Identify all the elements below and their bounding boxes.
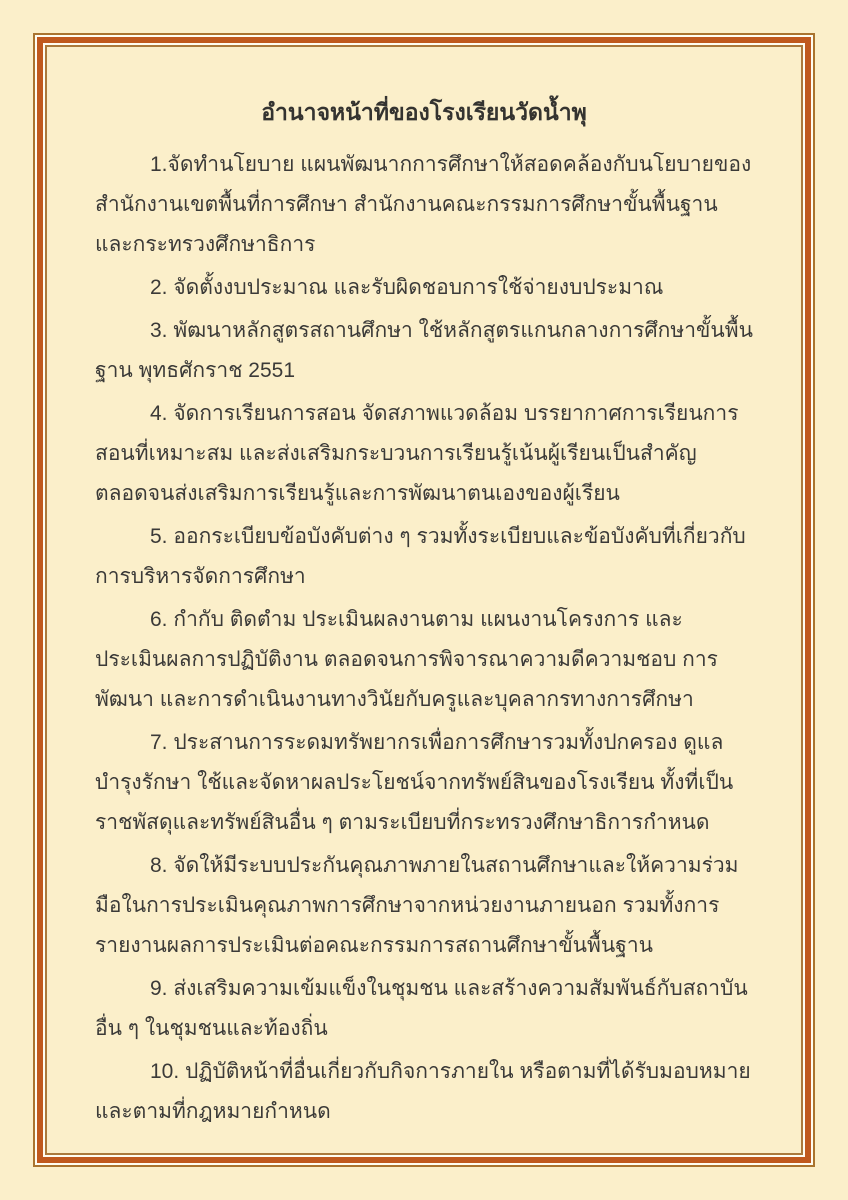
paragraph-item-8: 8. จัดให้มีระบบประกันคุณภาพภายในสถานศึกษาและให้ความร่วมมือในการประเมินคุณภาพการศึกษาจากหน่วยงานภายนอก รวมทั้งการรายงานผลการประเมินต่อคณะกรรมการสถานศึกษาขั้นพื้นฐาน [95, 854, 739, 957]
document-body [47, 47, 801, 1153]
page-title: อำนาจหน้าที่ของโรงเรียนวัดน้ำพุ [261, 99, 587, 125]
decorative-border-frame [33, 33, 815, 1167]
paragraph-item-2: 2. จัดตั้งงบประมาณ และรับผิดชอบการใช้จ่ายงบประมาณ [150, 276, 664, 299]
paragraph-item-5: 5. ออกระเบียบข้อบังคับต่าง ๆ รวมทั้งระเบียบและข้อบังคับที่เกี่ยวกับการบริหารจัดการศึกษา [95, 525, 746, 588]
paragraph-item-4: 4. จัดการเรียนการสอน จัดสภาพแวดล้อม บรรยากาศการเรียนการสอนที่เหมาะสม และส่งเสริมกระบวนการเรียนรู้เน้นผู้เรียนเป็นสำคัญ ตลอดจนส่งเสริมการเรียนรู้และการพัฒนาตนเองของผู้เรียน [95, 402, 739, 505]
paragraph-item-10: 10. ปฏิบัติหน้าที่อื่นเกี่ยวกับกิจการภายใน หรือตามที่ได้รับมอบหมายและตามที่กฎหมายกำหนด [95, 1060, 751, 1123]
paragraph-item-1: 1.จัดทำนโยบาย แผนพัฒนากการศึกษาให้สอดคล้องกับนโยบายของสำนักงานเขตพื้นที่การศึกษา สำนักงานคณะกรรมการศึกษาขั้นพื้นฐาน และกระทรวงศึกษาธิการ [95, 153, 752, 256]
paragraph-item-7: 7. ประสานการระดมทรัพยากรเพื่อการศึกษารวมทั้งปกครอง ดูแลบำรุงรักษา ใช้และจัดหาผลประโยชน์จากทรัพย์สินของโรงเรียน ทั้งที่เป็นราชพัสดุและทรัพย์สินอื่น ๆ ตามระเบียบที่กระทรวงศึกษาธิการกำหนด [95, 731, 734, 834]
paragraph-item-3: 3. พัฒนาหลักสูตรสถานศึกษา ใช้หลักสูตรแกนกลางการศึกษาขั้นพื้นฐาน พุทธศักราช 2551 [95, 319, 753, 382]
paragraph-item-6: 6. กำกับ ติดตำม ประเมินผลงานตาม แผนงานโครงการ และประเมินผลการปฏิบัติงาน ตลอดจนการพิจารณาความดีความชอบ การพัฒนา และการดำเนินงานทางวินัยกับครูและบุคลากรทางการศึกษา [95, 608, 718, 711]
decorative-border-inner-line [45, 45, 803, 1155]
decorative-border-main-line [37, 37, 811, 1163]
paragraph-item-9: 9. ส่งเสริมความเข้มแข็งในชุมชน และสร้างความสัมพันธ์กับสถาบันอื่น ๆ ในชุมชนและท้องถิ่น [95, 977, 748, 1040]
